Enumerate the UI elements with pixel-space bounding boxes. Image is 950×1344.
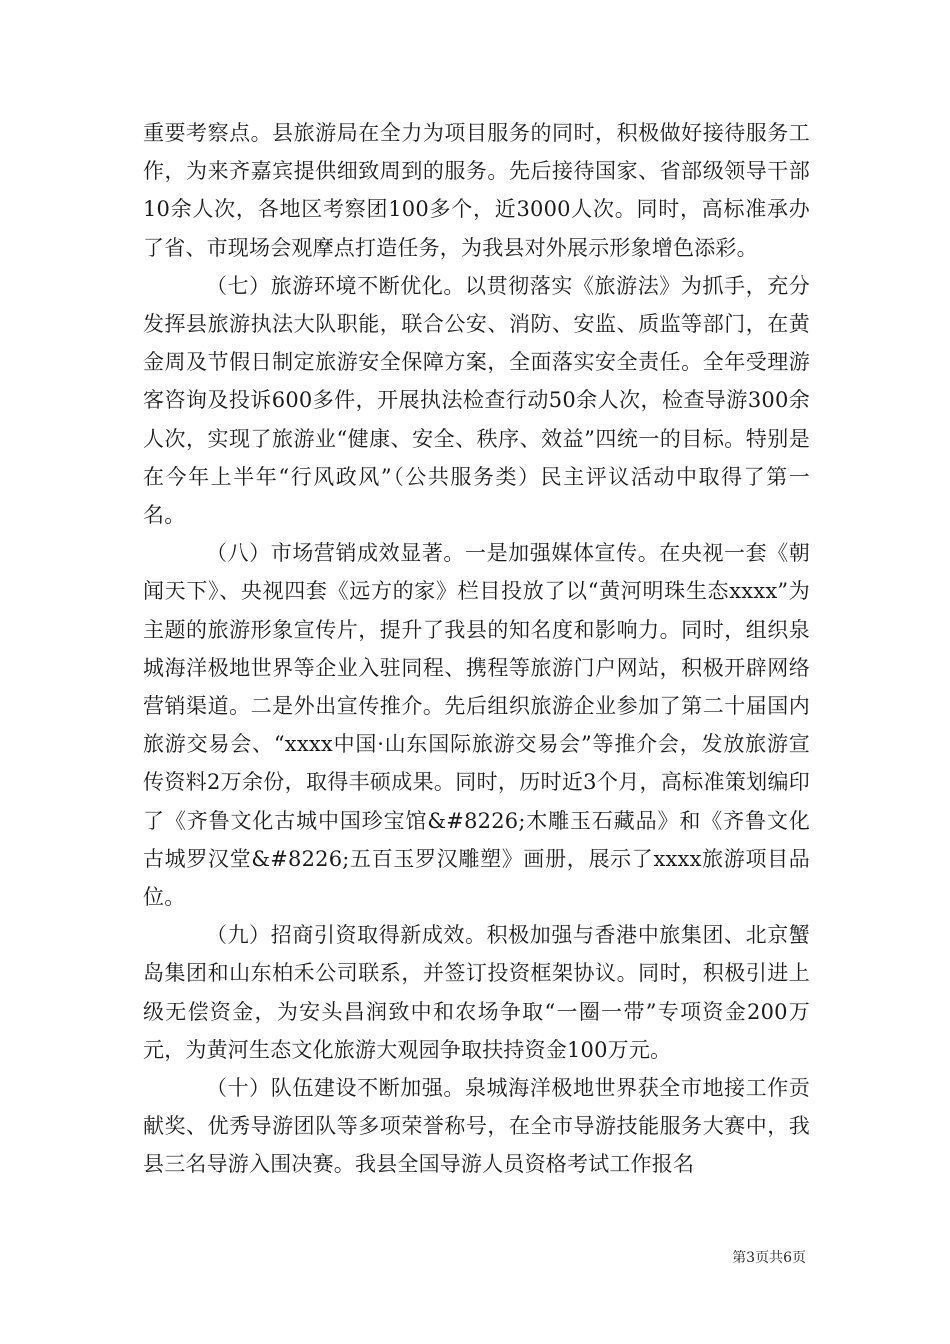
paragraph-investment: （九）招商引资取得新成效。积极加强与香港中旅集团、北京蟹岛集团和山东柏禾公司联系，并签订投资框架协议。同时，积极引进上级无偿资金，为安头昌润致中和农场争取“一圈一带”专项资金200万元，为黄河生态文化旅游大观园争取扶持资金100万元。 xyxy=(143,923,810,1062)
paragraph-tourism-environment: （七）旅游环境不断优化。以贯彻落实《旅游法》为抓手，充分发挥县旅游执法大队职能，联合公安、消防、安监、质监等部门，在黄金周及节假日制定旅游安全保障方案，全面落实安全责任。全年受理游客咨询及投诉600多件，开展执法检查行动50余人次，检查导游300余人次，实现了旅游业“健康、安全、秩序、效益”四统一的目标。特别是在今年上半年“行风政风”（公共服务类）民主评议活动中取得了第一名。 xyxy=(143,273,810,528)
paragraph-marketing: （八）市场营销成效显著。一是加强媒体宣传。在央视一套《朝闻天下》、央视四套《远方的家》栏目投放了以“黄河明珠生态xxxx”为主题的旅游形象宣传片，提升了我县的知名度和影响力。同时，组织泉城海洋极地世界等企业入驻同程、携程等旅游门户网站，积极开辟网络营销渠道。二是外出宣传推介。先后组织旅游企业参加了第二十届国内旅游交易会、“xxxx中国·山东国际旅游交易会”等推介会，发放旅游宣传资料2万余份，取得丰硕成果。同时，历时近3个月，高标准策划编印了《齐鲁文化古城中国珍宝馆&#8226;木雕玉石藏品》和《齐鲁文化古城罗汉堂&#8226;五百玉罗汉雕塑》画册，展示了xxxx旅游项目品位。 xyxy=(143,541,810,910)
paragraph-team-building: （十）队伍建设不断加强。泉城海洋极地世界获全市地接工作贡献奖、优秀导游团队等多项荣誉称号，在全市导游技能服务大赛中，我县三名导游入围决赛。我县全国导游人员资格考试工作报名 xyxy=(143,1076,810,1177)
paragraph-reception: 重要考察点。县旅游局在全力为项目服务的同时，积极做好接待服务工作，为来齐嘉宾提供细致周到的服务。先后接待国家、省部级领导干部10余人次，各地区考察团100多个，近3000人次。同时，高标准承办了省、市现场会观摩点打造任务，为我县对外展示形象增色添彩。 xyxy=(143,121,810,260)
page-number: 第3页共6页 xyxy=(732,1250,806,1266)
document-body xyxy=(143,114,810,1184)
